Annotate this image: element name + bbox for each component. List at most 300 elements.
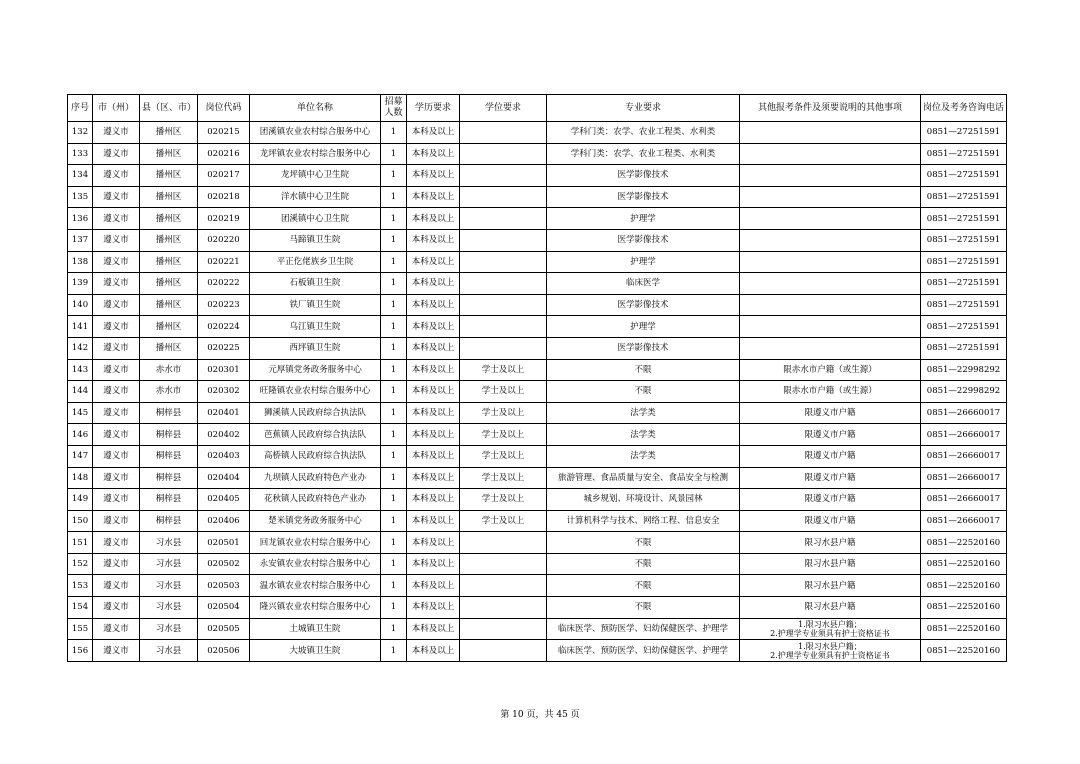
cell-post-code: 020217 xyxy=(198,165,250,187)
cell-education: 本科及以上 xyxy=(407,208,460,230)
cell-degree xyxy=(460,553,547,575)
cell-city: 遵义市 xyxy=(93,424,140,446)
cell-county: 播州区 xyxy=(140,122,198,144)
cell-county: 桐梓县 xyxy=(140,510,198,532)
cell-county: 赤水市 xyxy=(140,381,198,403)
table-row xyxy=(68,359,1007,381)
cell-education: 本科及以上 xyxy=(407,510,460,532)
table-row xyxy=(68,186,1007,208)
cell-seq: 153 xyxy=(68,575,93,597)
cell-city: 遵义市 xyxy=(93,553,140,575)
cell-seq: 135 xyxy=(68,186,93,208)
cell-county: 桐梓县 xyxy=(140,467,198,489)
cell-recruit-count: 1 xyxy=(381,165,407,187)
cell-phone: 0851—22520160 xyxy=(921,618,1007,640)
cell-post-code: 020502 xyxy=(198,553,250,575)
cell-recruit-count: 1 xyxy=(381,337,407,359)
cell-county: 播州区 xyxy=(140,337,198,359)
cell-seq: 147 xyxy=(68,445,93,467)
table-row xyxy=(68,489,1007,511)
cell-county: 播州区 xyxy=(140,186,198,208)
cell-county: 播州区 xyxy=(140,251,198,273)
cell-phone: 0851—26660017 xyxy=(921,510,1007,532)
cell-unit-name: 九坝镇人民政府特色产业办 xyxy=(250,467,381,489)
cell-other-conditions xyxy=(740,316,921,338)
cell-other-conditions xyxy=(740,208,921,230)
cell-seq: 146 xyxy=(68,424,93,446)
cell-post-code: 020225 xyxy=(198,337,250,359)
cell-degree xyxy=(460,186,547,208)
cell-city: 遵义市 xyxy=(93,251,140,273)
cell-county: 播州区 xyxy=(140,229,198,251)
cell-recruit-count: 1 xyxy=(381,424,407,446)
cell-degree xyxy=(460,640,547,662)
cell-county: 习水县 xyxy=(140,618,198,640)
cell-unit-name: 温水镇农业农村综合服务中心 xyxy=(250,575,381,597)
cell-education: 本科及以上 xyxy=(407,359,460,381)
cell-city: 遵义市 xyxy=(93,229,140,251)
cell-county: 桐梓县 xyxy=(140,424,198,446)
table-row xyxy=(68,273,1007,295)
cell-phone: 0851—27251591 xyxy=(921,208,1007,230)
table-header xyxy=(68,95,1007,122)
cell-other-conditions xyxy=(740,122,921,144)
cell-unit-name: 旺隆镇农业农村综合服务中心 xyxy=(250,381,381,403)
cell-other-conditions xyxy=(740,143,921,165)
cell-city: 遵义市 xyxy=(93,640,140,662)
cell-degree xyxy=(460,251,547,273)
cell-seq: 141 xyxy=(68,316,93,338)
cell-major: 法学类 xyxy=(547,445,740,467)
cell-major: 法学类 xyxy=(547,402,740,424)
header-county: 县（区、市） xyxy=(140,95,198,122)
cell-degree: 学士及以上 xyxy=(460,489,547,511)
cell-county: 播州区 xyxy=(140,165,198,187)
table-row xyxy=(68,316,1007,338)
cell-other-conditions: 限遵义市户籍 xyxy=(740,510,921,532)
cell-other-conditions xyxy=(740,165,921,187)
cell-unit-name: 洋水镇中心卫生院 xyxy=(250,186,381,208)
cell-recruit-count: 1 xyxy=(381,597,407,619)
cell-city: 遵义市 xyxy=(93,575,140,597)
cell-major: 医学影像技术 xyxy=(547,165,740,187)
cell-post-code: 020503 xyxy=(198,575,250,597)
table-row xyxy=(68,229,1007,251)
cell-major: 不限 xyxy=(547,359,740,381)
cell-phone: 0851—27251591 xyxy=(921,294,1007,316)
cell-city: 遵义市 xyxy=(93,510,140,532)
cell-degree xyxy=(460,208,547,230)
cell-phone: 0851—26660017 xyxy=(921,489,1007,511)
cell-seq: 151 xyxy=(68,532,93,554)
cell-recruit-count: 1 xyxy=(381,575,407,597)
header-other-conditions: 其他报考条件及须要说明的其他事项 xyxy=(740,95,921,122)
cell-education: 本科及以上 xyxy=(407,424,460,446)
cell-unit-name: 回龙镇农业农村综合服务中心 xyxy=(250,532,381,554)
cell-post-code: 020403 xyxy=(198,445,250,467)
page-number: 第 10 页，共 45 页 xyxy=(500,710,580,720)
cell-city: 遵义市 xyxy=(93,165,140,187)
cell-degree xyxy=(460,618,547,640)
table-row xyxy=(68,618,1007,640)
cell-city: 遵义市 xyxy=(93,381,140,403)
cell-other-conditions: 限遵义市户籍 xyxy=(740,445,921,467)
cell-seq: 154 xyxy=(68,597,93,619)
cell-unit-name: 狮溪镇人民政府综合执法队 xyxy=(250,402,381,424)
cell-recruit-count: 1 xyxy=(381,618,407,640)
cell-education: 本科及以上 xyxy=(407,143,460,165)
cell-phone: 0851—27251591 xyxy=(921,165,1007,187)
cell-other-conditions xyxy=(740,251,921,273)
cell-other-conditions xyxy=(740,337,921,359)
cell-education: 本科及以上 xyxy=(407,640,460,662)
cell-other-conditions: 限习水县户籍 xyxy=(740,597,921,619)
cell-major: 城乡规划、环境设计、风景园林 xyxy=(547,489,740,511)
cell-post-code: 020405 xyxy=(198,489,250,511)
cell-education: 本科及以上 xyxy=(407,251,460,273)
cell-unit-name: 团溪镇中心卫生院 xyxy=(250,208,381,230)
cell-degree: 学士及以上 xyxy=(460,381,547,403)
cell-degree: 学士及以上 xyxy=(460,510,547,532)
cell-major: 不限 xyxy=(547,597,740,619)
cell-major: 医学影像技术 xyxy=(547,294,740,316)
cell-unit-name: 铁厂镇卫生院 xyxy=(250,294,381,316)
cell-education: 本科及以上 xyxy=(407,618,460,640)
cell-education: 本科及以上 xyxy=(407,575,460,597)
cell-unit-name: 元厚镇党务政务服务中心 xyxy=(250,359,381,381)
cell-seq: 142 xyxy=(68,337,93,359)
cell-county: 习水县 xyxy=(140,640,198,662)
cell-seq: 152 xyxy=(68,553,93,575)
cell-seq: 143 xyxy=(68,359,93,381)
cell-major: 学科门类：农学、农业工程类、水利类 xyxy=(547,143,740,165)
cell-unit-name: 龙坪镇农业农村综合服务中心 xyxy=(250,143,381,165)
cell-county: 播州区 xyxy=(140,208,198,230)
cell-unit-name: 永安镇农业农村综合服务中心 xyxy=(250,553,381,575)
cell-degree xyxy=(460,122,547,144)
cell-post-code: 020401 xyxy=(198,402,250,424)
table-row xyxy=(68,553,1007,575)
cell-post-code: 020216 xyxy=(198,143,250,165)
cell-other-conditions xyxy=(740,186,921,208)
cell-unit-name: 楚米镇党务政务服务中心 xyxy=(250,510,381,532)
cell-major: 临床医学、预防医学、妇幼保健医学、护理学 xyxy=(547,618,740,640)
header-unit-name: 单位名称 xyxy=(250,95,381,122)
cell-unit-name: 平正仡佬族乡卫生院 xyxy=(250,251,381,273)
cell-seq: 148 xyxy=(68,467,93,489)
cell-post-code: 020406 xyxy=(198,510,250,532)
cell-county: 习水县 xyxy=(140,553,198,575)
cell-phone: 0851—27251591 xyxy=(921,337,1007,359)
cell-other-conditions: 限习水县户籍 xyxy=(740,532,921,554)
cell-recruit-count: 1 xyxy=(381,143,407,165)
cell-other-conditions: 限赤水市户籍（或生源） xyxy=(740,359,921,381)
cell-unit-name: 芭蕉镇人民政府综合执法队 xyxy=(250,424,381,446)
cell-phone: 0851—22520160 xyxy=(921,597,1007,619)
cell-education: 本科及以上 xyxy=(407,445,460,467)
header-post-code: 岗位代码 xyxy=(198,95,250,122)
cell-degree xyxy=(460,532,547,554)
cell-post-code: 020222 xyxy=(198,273,250,295)
cell-recruit-count: 1 xyxy=(381,208,407,230)
cell-city: 遵义市 xyxy=(93,445,140,467)
cell-phone: 0851—27251591 xyxy=(921,122,1007,144)
cell-phone: 0851—22520160 xyxy=(921,640,1007,662)
cell-other-conditions: 限遵义市户籍 xyxy=(740,489,921,511)
cell-other-conditions: 限遵义市户籍 xyxy=(740,402,921,424)
cell-post-code: 020302 xyxy=(198,381,250,403)
table-row xyxy=(68,294,1007,316)
cell-major: 不限 xyxy=(547,532,740,554)
cell-degree xyxy=(460,597,547,619)
cell-degree: 学士及以上 xyxy=(460,445,547,467)
cell-phone: 0851—26660017 xyxy=(921,467,1007,489)
cell-county: 播州区 xyxy=(140,273,198,295)
cell-city: 遵义市 xyxy=(93,489,140,511)
cell-degree: 学士及以上 xyxy=(460,424,547,446)
cell-education: 本科及以上 xyxy=(407,273,460,295)
recruitment-table xyxy=(67,94,1007,662)
cell-education: 本科及以上 xyxy=(407,186,460,208)
cell-other-conditions: 1.限习水县户籍； 2.护理学专业须具有护士资格证书 xyxy=(740,618,921,640)
cell-phone: 0851—27251591 xyxy=(921,316,1007,338)
cell-phone: 0851—22998292 xyxy=(921,359,1007,381)
table-row xyxy=(68,122,1007,144)
cell-city: 遵义市 xyxy=(93,532,140,554)
cell-major: 计算机科学与技术、网络工程、信息安全 xyxy=(547,510,740,532)
cell-city: 遵义市 xyxy=(93,294,140,316)
cell-seq: 145 xyxy=(68,402,93,424)
cell-education: 本科及以上 xyxy=(407,402,460,424)
cell-post-code: 020506 xyxy=(198,640,250,662)
cell-phone: 0851—22520160 xyxy=(921,553,1007,575)
cell-post-code: 020404 xyxy=(198,467,250,489)
cell-major: 不限 xyxy=(547,553,740,575)
cell-phone: 0851—22520160 xyxy=(921,532,1007,554)
cell-phone: 0851—26660017 xyxy=(921,424,1007,446)
cell-degree xyxy=(460,229,547,251)
cell-other-conditions: 限遵义市户籍 xyxy=(740,424,921,446)
cell-recruit-count: 1 xyxy=(381,122,407,144)
cell-major: 医学影像技术 xyxy=(547,337,740,359)
header-seq: 序号 xyxy=(68,95,93,122)
cell-recruit-count: 1 xyxy=(381,489,407,511)
cell-county: 桐梓县 xyxy=(140,489,198,511)
cell-county: 桐梓县 xyxy=(140,445,198,467)
cell-degree xyxy=(460,575,547,597)
cell-education: 本科及以上 xyxy=(407,294,460,316)
cell-unit-name: 土城镇卫生院 xyxy=(250,618,381,640)
cell-education: 本科及以上 xyxy=(407,165,460,187)
cell-recruit-count: 1 xyxy=(381,251,407,273)
cell-phone: 0851—27251591 xyxy=(921,186,1007,208)
cell-other-conditions xyxy=(740,273,921,295)
cell-post-code: 020504 xyxy=(198,597,250,619)
cell-phone: 0851—26660017 xyxy=(921,402,1007,424)
table-body xyxy=(68,122,1007,662)
cell-degree xyxy=(460,294,547,316)
table-row xyxy=(68,467,1007,489)
table-row xyxy=(68,640,1007,662)
cell-education: 本科及以上 xyxy=(407,467,460,489)
header-city: 市（州） xyxy=(93,95,140,122)
cell-county: 习水县 xyxy=(140,532,198,554)
table-row xyxy=(68,143,1007,165)
cell-education: 本科及以上 xyxy=(407,489,460,511)
cell-city: 遵义市 xyxy=(93,186,140,208)
cell-post-code: 020224 xyxy=(198,316,250,338)
cell-major: 护理学 xyxy=(547,208,740,230)
cell-unit-name: 大坡镇卫生院 xyxy=(250,640,381,662)
cell-education: 本科及以上 xyxy=(407,597,460,619)
cell-recruit-count: 1 xyxy=(381,273,407,295)
cell-seq: 150 xyxy=(68,510,93,532)
cell-recruit-count: 1 xyxy=(381,532,407,554)
cell-city: 遵义市 xyxy=(93,316,140,338)
cell-unit-name: 乌江镇卫生院 xyxy=(250,316,381,338)
cell-unit-name: 高桥镇人民政府综合执法队 xyxy=(250,445,381,467)
cell-other-conditions: 限赤水市户籍（或生源） xyxy=(740,381,921,403)
cell-city: 遵义市 xyxy=(93,467,140,489)
cell-city: 遵义市 xyxy=(93,618,140,640)
cell-post-code: 020501 xyxy=(198,532,250,554)
cell-recruit-count: 1 xyxy=(381,445,407,467)
table-row xyxy=(68,575,1007,597)
cell-unit-name: 西坪镇卫生院 xyxy=(250,337,381,359)
cell-other-conditions: 限习水县户籍 xyxy=(740,575,921,597)
cell-county: 桐梓县 xyxy=(140,402,198,424)
cell-city: 遵义市 xyxy=(93,273,140,295)
table-row xyxy=(68,510,1007,532)
cell-major: 护理学 xyxy=(547,316,740,338)
cell-post-code: 020221 xyxy=(198,251,250,273)
cell-county: 播州区 xyxy=(140,294,198,316)
cell-unit-name: 团溪镇农业农村综合服务中心 xyxy=(250,122,381,144)
table-row xyxy=(68,445,1007,467)
cell-county: 赤水市 xyxy=(140,359,198,381)
cell-other-conditions: 限习水县户籍 xyxy=(740,553,921,575)
cell-county: 播州区 xyxy=(140,143,198,165)
cell-unit-name: 隆兴镇农业农村综合服务中心 xyxy=(250,597,381,619)
cell-county: 习水县 xyxy=(140,597,198,619)
cell-seq: 139 xyxy=(68,273,93,295)
cell-major: 护理学 xyxy=(547,251,740,273)
table-row xyxy=(68,381,1007,403)
cell-county: 播州区 xyxy=(140,316,198,338)
table-row xyxy=(68,208,1007,230)
cell-post-code: 020220 xyxy=(198,229,250,251)
cell-recruit-count: 1 xyxy=(381,316,407,338)
cell-county: 习水县 xyxy=(140,575,198,597)
cell-post-code: 020301 xyxy=(198,359,250,381)
cell-seq: 156 xyxy=(68,640,93,662)
cell-degree xyxy=(460,337,547,359)
cell-recruit-count: 1 xyxy=(381,510,407,532)
cell-education: 本科及以上 xyxy=(407,553,460,575)
cell-city: 遵义市 xyxy=(93,208,140,230)
header-recruit-count: 招募人数 xyxy=(381,95,407,122)
cell-seq: 133 xyxy=(68,143,93,165)
cell-degree: 学士及以上 xyxy=(460,402,547,424)
cell-city: 遵义市 xyxy=(93,402,140,424)
cell-city: 遵义市 xyxy=(93,359,140,381)
cell-major: 学科门类：农学、农业工程类、水利类 xyxy=(547,122,740,144)
cell-major: 旅游管理、食品质量与安全、食品安全与检测 xyxy=(547,467,740,489)
cell-major: 临床医学 xyxy=(547,273,740,295)
cell-phone: 0851—27251591 xyxy=(921,273,1007,295)
cell-other-conditions: 1.限习水县户籍； 2.护理学专业须具有护士资格证书 xyxy=(740,640,921,662)
table-row xyxy=(68,532,1007,554)
cell-recruit-count: 1 xyxy=(381,186,407,208)
cell-other-conditions: 限遵义市户籍 xyxy=(740,467,921,489)
cell-recruit-count: 1 xyxy=(381,359,407,381)
cell-recruit-count: 1 xyxy=(381,640,407,662)
cell-major: 医学影像技术 xyxy=(547,186,740,208)
cell-city: 遵义市 xyxy=(93,143,140,165)
cell-major: 不限 xyxy=(547,381,740,403)
header-row xyxy=(68,95,1007,122)
table-row xyxy=(68,597,1007,619)
cell-unit-name: 石板镇卫生院 xyxy=(250,273,381,295)
header-degree: 学位要求 xyxy=(460,95,547,122)
cell-phone: 0851—27251591 xyxy=(921,229,1007,251)
cell-city: 遵义市 xyxy=(93,597,140,619)
cell-degree: 学士及以上 xyxy=(460,467,547,489)
cell-post-code: 020215 xyxy=(198,122,250,144)
cell-other-conditions xyxy=(740,294,921,316)
header-phone: 岗位及考务咨询电话 xyxy=(921,95,1007,122)
cell-education: 本科及以上 xyxy=(407,122,460,144)
cell-city: 遵义市 xyxy=(93,337,140,359)
cell-unit-name: 马蹄镇卫生院 xyxy=(250,229,381,251)
cell-seq: 132 xyxy=(68,122,93,144)
cell-recruit-count: 1 xyxy=(381,467,407,489)
cell-education: 本科及以上 xyxy=(407,316,460,338)
cell-education: 本科及以上 xyxy=(407,337,460,359)
cell-recruit-count: 1 xyxy=(381,381,407,403)
cell-recruit-count: 1 xyxy=(381,229,407,251)
cell-major: 医学影像技术 xyxy=(547,229,740,251)
cell-major: 不限 xyxy=(547,575,740,597)
cell-seq: 138 xyxy=(68,251,93,273)
cell-seq: 149 xyxy=(68,489,93,511)
cell-major: 临床医学、预防医学、妇幼保健医学、护理学 xyxy=(547,640,740,662)
cell-phone: 0851—27251591 xyxy=(921,143,1007,165)
cell-recruit-count: 1 xyxy=(381,553,407,575)
table-row xyxy=(68,337,1007,359)
cell-post-code: 020505 xyxy=(198,618,250,640)
cell-degree: 学士及以上 xyxy=(460,359,547,381)
table-row xyxy=(68,424,1007,446)
table-row xyxy=(68,402,1007,424)
table-row xyxy=(68,165,1007,187)
cell-city: 遵义市 xyxy=(93,122,140,144)
cell-seq: 155 xyxy=(68,618,93,640)
cell-post-code: 020218 xyxy=(198,186,250,208)
cell-education: 本科及以上 xyxy=(407,532,460,554)
cell-post-code: 020402 xyxy=(198,424,250,446)
cell-education: 本科及以上 xyxy=(407,381,460,403)
cell-post-code: 020223 xyxy=(198,294,250,316)
cell-education: 本科及以上 xyxy=(407,229,460,251)
cell-phone: 0851—22520160 xyxy=(921,575,1007,597)
cell-recruit-count: 1 xyxy=(381,294,407,316)
cell-phone: 0851—26660017 xyxy=(921,445,1007,467)
cell-phone: 0851—27251591 xyxy=(921,251,1007,273)
cell-degree xyxy=(460,273,547,295)
cell-seq: 137 xyxy=(68,229,93,251)
cell-major: 法学类 xyxy=(547,424,740,446)
